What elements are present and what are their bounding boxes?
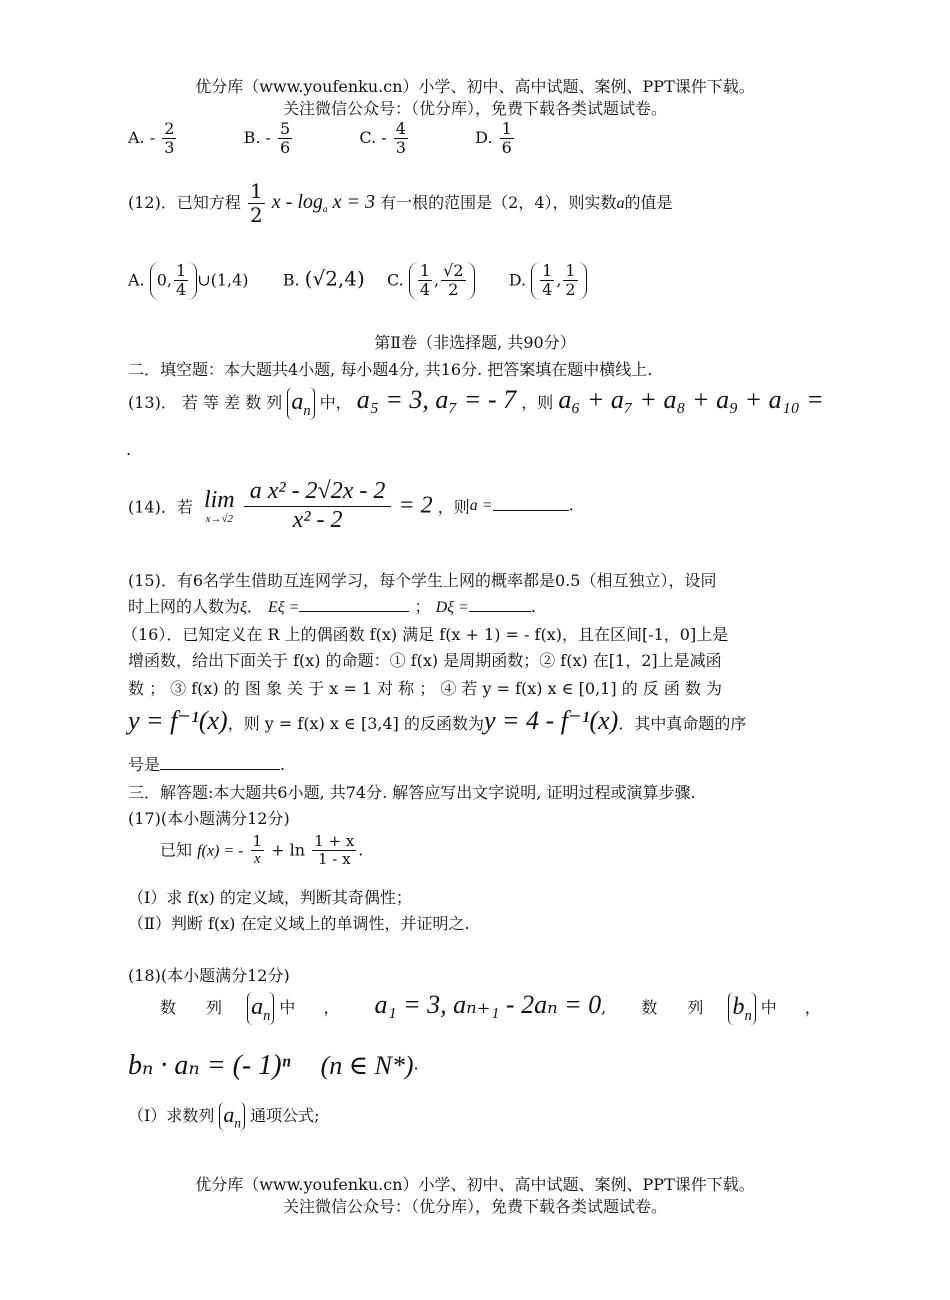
q11-option-a: A. - $\frac{2}{3}$	[128, 119, 175, 158]
header-line-1: 优分库（www.youfenku.cn）小学、初中、高中试题、案例、PPT课件下载。	[195, 77, 755, 96]
q18-line1: 数 列 $a_n$ 中 ， a₁ = 3, aₙ₊₁ - 2aₙ = 0, 数 列 $b_n$ 中 ，	[160, 990, 821, 1024]
q17-part2: （Ⅱ）判断 f(x) 在定义域上的单调性，并证明之.	[128, 914, 470, 933]
q11-options	[128, 120, 516, 158]
part3-section: 三．解答题:本大题共6小题, 共74分. 解答应写出文字说明, 证明过程或演算步骤.	[128, 783, 696, 802]
q17-title: (17)(本小题满分12分)	[128, 809, 290, 828]
footer-line-2: 关注微信公众号：（优分库），免费下载各类试题试卷。	[282, 1197, 667, 1216]
header-line-2: 关注微信公众号：（优分库），免费下载各类试题试卷。	[282, 99, 667, 118]
q16-line4: y = f⁻¹(x)，则 y = f(x) x ∈ [3,4] 的反函数为y = 4 - f⁻¹(x)．其中真命题的序	[128, 706, 747, 735]
q11-option-c: C. - $\frac{4}{3}$	[359, 119, 406, 158]
q14: (14)．若 lim x→√2 $\frac{\text{a x² - 2√2x - 2}}{\text{x² - 2}}$ = 2 ，则a = .	[128, 478, 574, 533]
q16-line2: 增函数，给出下面关于 f(x) 的命题：① f(x) 是周期函数；② f(x) 在[1，2]上是减函	[128, 651, 722, 670]
q13: (13)． 若 等 差 数 列 $a_n$ 中， a₅ = 3, a₇ = - 7 ，则 a₆ + a₇ + a₈ + a₉ + a₁₀ =	[128, 385, 824, 419]
q15-line2: 时上网的人数为ξ． Eξ = ； Dξ = .	[128, 597, 536, 616]
q12-options: A. 0, $\frac{1}{4}$ ∪(1,4) B. (√2,4) C. $\frac{1}{4}$ , $\frac{√2}{2}$ D. $\frac{1}{4}$ , $\frac{1}{2}$	[128, 262, 587, 300]
q17-part1: （Ⅰ）求 f(x) 的定义域，判断其奇偶性；	[128, 888, 412, 907]
q11-option-b: B. - $\frac{5}{6}$	[243, 119, 291, 158]
q16-line1: （16）．已知定义在 R 上的偶函数 f(x) 满足 f(x + 1) = - f(x)，且在区间[-1，0]上是	[122, 625, 729, 644]
part2-title: 第Ⅱ卷（非选择题, 共90分）	[374, 333, 576, 352]
q11-option-d: D. $\frac{1}{6}$	[475, 119, 512, 158]
q16-line3: 数 ； ③ f(x) 的 图 象 关 于 x = 1 对 称 ； ④ 若 y = f(x) x ∈ [0,1] 的 反 函 数 为	[128, 679, 723, 698]
q16-line5: 号是 .	[128, 755, 286, 774]
q12-stem: (12)．已知方程 $\frac{1}{2}$ $x - \log_a x = 3$ 有一根的范围是（2，4），则实数a的值是	[128, 179, 673, 227]
q15-line1: (15)．有6名学生借助互连网学习，每个学生上网的概率都是0.5（相互独立），设同	[128, 571, 717, 590]
q18-line2: bₙ · aₙ = (- 1)ⁿ (n ∈ N*)·	[128, 1050, 419, 1081]
q13-end: .	[126, 440, 132, 459]
q18-part1: （Ⅰ）求数列 $a_n$ 通项公式;	[128, 1102, 320, 1131]
q18-title: (18)(本小题满分12分)	[128, 966, 290, 985]
q17-function: 已知 f(x) = - $\frac{1}{x}$ + ln $\frac{1 + x}{1 - x}$ .	[160, 832, 364, 869]
footer-line-1: 优分库（www.youfenku.cn）小学、初中、高中试题、案例、PPT课件下载。	[195, 1175, 755, 1194]
part2-section: 二．填空题：本大题共4小题, 每小题4分, 共16分. 把答案填在题中横线上.	[128, 360, 653, 379]
